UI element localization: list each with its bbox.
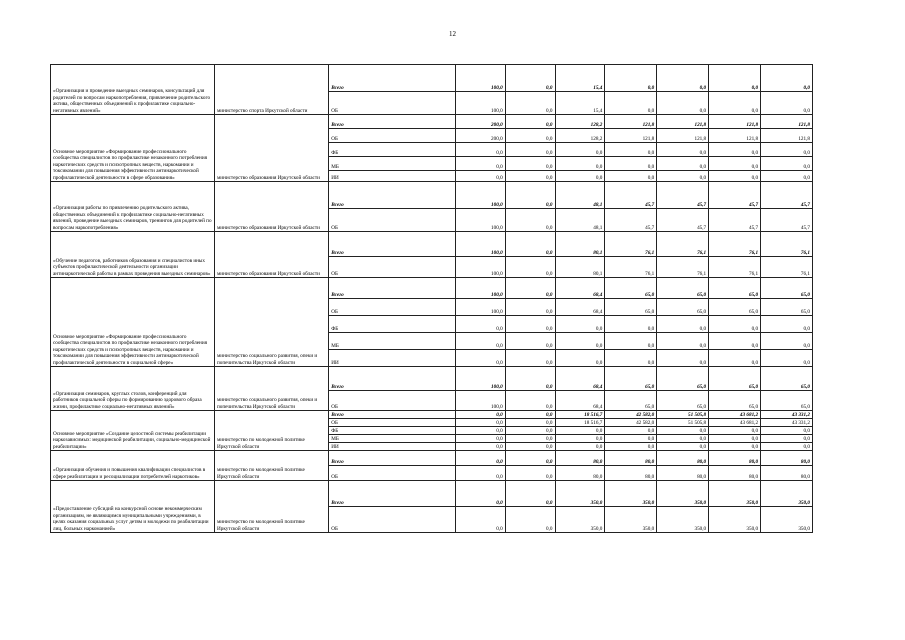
amount-cell: 65,0 — [605, 367, 657, 391]
amount-cell: 0,0 — [657, 65, 709, 92]
activity-name: «Предоставление субсидий на конкурсной основе некоммерческим организациям, не являющимся муниципальными учреждениями, в целях оказания социальных услуг детям и молодежи по реабилитации лиц, больных наркоманией» — [51, 481, 215, 533]
amount-cell: 51 505,8 — [657, 411, 709, 419]
amount-cell: 65,0 — [605, 278, 657, 299]
amount-cell: 0,0 — [709, 143, 761, 157]
executor: министерство образования Иркутской области — [215, 232, 329, 278]
funding-source: Всего — [329, 451, 456, 466]
amount-cell: 0,0 — [761, 350, 813, 367]
amount-cell: 0,0 — [657, 171, 709, 182]
funding-source: Всего — [329, 481, 456, 507]
amount-cell: 121,8 — [605, 129, 657, 143]
funding-source: Всего — [329, 367, 456, 391]
amount-cell: 76,1 — [605, 257, 657, 278]
amount-cell: 200,0 — [455, 129, 505, 143]
amount-cell: 100,0 — [455, 232, 505, 257]
amount-cell: 0,0 — [657, 333, 709, 350]
amount-cell: 0,0 — [709, 316, 761, 333]
amount-cell: 0,0 — [505, 435, 555, 443]
amount-cell: 100,0 — [455, 182, 505, 209]
amount-cell: 0,0 — [505, 171, 555, 182]
funding-source: ФБ — [329, 316, 456, 333]
amount-cell: 0,0 — [505, 350, 555, 367]
amount-cell: 0,0 — [555, 427, 605, 435]
amount-cell: 100,0 — [455, 92, 505, 115]
executor: министерство социального развития, опеки и попечительства Иркутской области — [215, 278, 329, 367]
amount-cell: 0,0 — [505, 333, 555, 350]
amount-cell: 0,0 — [555, 333, 605, 350]
amount-cell: 350,0 — [709, 481, 761, 507]
amount-cell: 80,0 — [657, 466, 709, 481]
activity-name: «Организация работы по привлечению родительского актива, общественных объединений к профилактике социально-негативных явлений, проведение выездных семинаров, тренингов для родителей по вопросам наркопотребления» — [51, 182, 215, 232]
amount-cell: 0,0 — [657, 435, 709, 443]
amount-cell: 0,0 — [605, 65, 657, 92]
funding-source: Всего — [329, 65, 456, 92]
funding-source: ОБ — [329, 466, 456, 481]
amount-cell: 0,0 — [455, 411, 505, 419]
funding-source: ОБ — [329, 299, 456, 316]
amount-cell: 0,0 — [505, 182, 555, 209]
amount-cell: 68,4 — [555, 278, 605, 299]
amount-cell: 68,4 — [555, 391, 605, 411]
amount-cell: 15,4 — [555, 65, 605, 92]
amount-cell: 0,0 — [505, 65, 555, 92]
amount-cell: 43 331,2 — [761, 411, 813, 419]
amount-cell: 80,0 — [605, 466, 657, 481]
amount-cell: 350,0 — [555, 507, 605, 533]
amount-cell: 0,0 — [605, 143, 657, 157]
amount-cell: 0,0 — [505, 257, 555, 278]
amount-cell: 18 516,7 — [555, 411, 605, 419]
amount-cell: 0,0 — [555, 435, 605, 443]
executor: министерство спорта Иркутской области — [215, 65, 329, 115]
amount-cell: 65,0 — [657, 278, 709, 299]
amount-cell: 121,8 — [709, 129, 761, 143]
amount-cell: 0,0 — [505, 143, 555, 157]
amount-cell: 80,0 — [761, 466, 813, 481]
activity-name: Основное мероприятие «Формирование профессионального сообщества специалистов по профилактике незаконного потребления наркотических средств и психотропных веществ, наркомании и токсикомании для повышения эффективности антинаркотической профилактической деятельности в сфере образования» — [51, 115, 215, 182]
amount-cell: 0,0 — [657, 443, 709, 451]
amount-cell: 128,2 — [555, 115, 605, 129]
amount-cell: 350,0 — [605, 481, 657, 507]
amount-cell: 0,0 — [455, 451, 505, 466]
amount-cell: 0,0 — [505, 299, 555, 316]
executor: министерство образования Иркутской области — [215, 182, 329, 232]
amount-cell: 65,0 — [709, 278, 761, 299]
amount-cell: 15,4 — [555, 92, 605, 115]
amount-cell: 65,0 — [605, 299, 657, 316]
amount-cell: 0,0 — [761, 143, 813, 157]
amount-cell: 65,0 — [657, 367, 709, 391]
amount-cell: 0,0 — [555, 350, 605, 367]
amount-cell: 100,0 — [455, 391, 505, 411]
amount-cell: 0,0 — [709, 92, 761, 115]
amount-cell: 0,0 — [455, 316, 505, 333]
amount-cell: 76,1 — [761, 232, 813, 257]
amount-cell: 0,0 — [505, 157, 555, 171]
amount-cell: 0,0 — [709, 443, 761, 451]
amount-cell: 100,0 — [455, 278, 505, 299]
amount-cell: 65,0 — [709, 299, 761, 316]
amount-cell: 42 582,0 — [605, 411, 657, 419]
amount-cell: 0,0 — [761, 333, 813, 350]
amount-cell: 0,0 — [761, 65, 813, 92]
amount-cell: 45,7 — [709, 182, 761, 209]
amount-cell: 0,0 — [455, 427, 505, 435]
amount-cell: 0,0 — [505, 316, 555, 333]
amount-cell: 0,0 — [709, 435, 761, 443]
amount-cell: 100,0 — [455, 65, 505, 92]
amount-cell: 0,0 — [505, 443, 555, 451]
amount-cell: 45,7 — [605, 209, 657, 232]
funding-source: Всего — [329, 411, 456, 419]
table-row — [51, 451, 813, 466]
amount-cell: 350,0 — [555, 481, 605, 507]
amount-cell: 100,0 — [455, 209, 505, 232]
amount-cell: 0,0 — [505, 507, 555, 533]
amount-cell: 80,0 — [555, 451, 605, 466]
amount-cell: 65,0 — [709, 367, 761, 391]
amount-cell: 100,0 — [455, 299, 505, 316]
amount-cell: 0,0 — [455, 443, 505, 451]
amount-cell: 65,0 — [709, 391, 761, 411]
amount-cell: 45,7 — [761, 182, 813, 209]
amount-cell: 51 505,8 — [657, 419, 709, 427]
funding-source: ОБ — [329, 391, 456, 411]
amount-cell: 68,4 — [555, 299, 605, 316]
amount-cell: 0,0 — [709, 171, 761, 182]
amount-cell: 65,0 — [761, 367, 813, 391]
page-number: 12 — [449, 30, 456, 38]
funding-source: МБ — [329, 157, 456, 171]
amount-cell: 0,0 — [605, 435, 657, 443]
amount-cell: 76,1 — [605, 232, 657, 257]
amount-cell: 0,0 — [709, 65, 761, 92]
amount-cell: 0,0 — [505, 232, 555, 257]
amount-cell: 0,0 — [505, 411, 555, 419]
funding-source: МБ — [329, 435, 456, 443]
amount-cell: 65,0 — [761, 391, 813, 411]
amount-cell: 0,0 — [657, 316, 709, 333]
amount-cell: 0,0 — [505, 129, 555, 143]
amount-cell: 121,8 — [657, 115, 709, 129]
amount-cell: 0,0 — [455, 507, 505, 533]
amount-cell: 76,1 — [709, 232, 761, 257]
amount-cell: 0,0 — [505, 451, 555, 466]
funding-source: Всего — [329, 278, 456, 299]
amount-cell: 0,0 — [657, 350, 709, 367]
amount-cell: 0,0 — [605, 350, 657, 367]
amount-cell: 350,0 — [761, 481, 813, 507]
amount-cell: 68,4 — [555, 367, 605, 391]
amount-cell: 0,0 — [505, 209, 555, 232]
amount-cell: 0,0 — [455, 419, 505, 427]
amount-cell: 0,0 — [555, 157, 605, 171]
activity-name: Основное мероприятие «Формирование профессионального сообщества специалистов по профилактике незаконного потребления наркотических средств и психотропных веществ, наркомании и токсикомании для повышения эффективности антинаркотической профилактической деятельности в социальной сфере» — [51, 278, 215, 367]
amount-cell: 18 516,7 — [555, 419, 605, 427]
amount-cell: 80,0 — [761, 451, 813, 466]
amount-cell: 80,1 — [555, 257, 605, 278]
amount-cell: 43 681,2 — [709, 411, 761, 419]
amount-cell: 0,0 — [455, 481, 505, 507]
amount-cell: 45,7 — [657, 209, 709, 232]
amount-cell: 121,8 — [709, 115, 761, 129]
amount-cell: 65,0 — [761, 299, 813, 316]
amount-cell: 45,7 — [709, 209, 761, 232]
amount-cell: 350,0 — [657, 507, 709, 533]
amount-cell: 0,0 — [505, 481, 555, 507]
amount-cell: 0,0 — [605, 92, 657, 115]
amount-cell: 0,0 — [657, 92, 709, 115]
amount-cell: 0,0 — [709, 350, 761, 367]
amount-cell: 0,0 — [555, 143, 605, 157]
amount-cell: 350,0 — [709, 507, 761, 533]
amount-cell: 0,0 — [455, 171, 505, 182]
amount-cell: 350,0 — [605, 507, 657, 533]
amount-cell: 76,1 — [657, 257, 709, 278]
amount-cell: 76,1 — [657, 232, 709, 257]
amount-cell: 0,0 — [505, 419, 555, 427]
amount-cell: 45,7 — [605, 182, 657, 209]
amount-cell: 0,0 — [555, 443, 605, 451]
funding-source: Всего — [329, 182, 456, 209]
table-row — [51, 411, 813, 419]
executor: министерство по молодежной политике Иркутской области — [215, 481, 329, 533]
amount-cell: 0,0 — [505, 278, 555, 299]
amount-cell: 100,0 — [455, 367, 505, 391]
amount-cell: 0,0 — [455, 143, 505, 157]
amount-cell: 80,0 — [709, 466, 761, 481]
amount-cell: 121,8 — [761, 129, 813, 143]
amount-cell: 65,0 — [605, 391, 657, 411]
amount-cell: 65,0 — [657, 391, 709, 411]
amount-cell: 0,0 — [455, 157, 505, 171]
funding-source: ОБ — [329, 129, 456, 143]
amount-cell: 121,8 — [657, 129, 709, 143]
amount-cell: 350,0 — [657, 481, 709, 507]
amount-cell: 200,0 — [455, 115, 505, 129]
amount-cell: 0,0 — [657, 143, 709, 157]
funding-source: ОБ — [329, 257, 456, 278]
activity-name: «Организация обучения и повышения квалификации специалистов в сфере реабилитации и ресоциализации потребителей наркотиков» — [51, 451, 215, 481]
amount-cell: 43 331,2 — [761, 419, 813, 427]
amount-cell: 0,0 — [455, 435, 505, 443]
amount-cell: 80,0 — [605, 451, 657, 466]
amount-cell: 100,0 — [455, 257, 505, 278]
amount-cell: 0,0 — [709, 157, 761, 171]
amount-cell: 128,2 — [555, 129, 605, 143]
amount-cell: 0,0 — [657, 427, 709, 435]
amount-cell: 0,0 — [505, 427, 555, 435]
amount-cell: 0,0 — [505, 115, 555, 129]
funding-source: ИИ — [329, 350, 456, 367]
budget-table — [50, 64, 813, 533]
amount-cell: 0,0 — [761, 157, 813, 171]
table-row — [51, 182, 813, 209]
amount-cell: 0,0 — [455, 333, 505, 350]
amount-cell: 42 582,0 — [605, 419, 657, 427]
amount-cell: 0,0 — [505, 466, 555, 481]
funding-source: ИИ — [329, 171, 456, 182]
amount-cell: 0,0 — [505, 367, 555, 391]
amount-cell: 350,0 — [761, 507, 813, 533]
amount-cell: 121,8 — [761, 115, 813, 129]
table-row — [51, 367, 813, 391]
amount-cell: 0,0 — [505, 92, 555, 115]
amount-cell: 76,1 — [709, 257, 761, 278]
amount-cell: 48,1 — [555, 182, 605, 209]
executor: министерство по молодежной политике Иркутской области — [215, 451, 329, 481]
table-row — [51, 481, 813, 507]
executor: министерство образования Иркутской области — [215, 115, 329, 182]
amount-cell: 0,0 — [555, 171, 605, 182]
activity-name: «Обучение педагогов, работников образования и специалистов иных субъектов профилактической деятельности организации антинаркотической работы в рамках проведения выездных семинаров» — [51, 232, 215, 278]
table-row — [51, 232, 813, 257]
amount-cell: 0,0 — [761, 427, 813, 435]
amount-cell: 0,0 — [761, 316, 813, 333]
amount-cell: 0,0 — [605, 157, 657, 171]
amount-cell: 121,8 — [605, 115, 657, 129]
funding-source: Всего — [329, 232, 456, 257]
amount-cell: 0,0 — [505, 391, 555, 411]
executor: министерство по молодежной политике Иркутской области — [215, 411, 329, 451]
amount-cell: 0,0 — [605, 333, 657, 350]
amount-cell: 0,0 — [605, 427, 657, 435]
funding-source: ФБ — [329, 427, 456, 435]
amount-cell: 0,0 — [761, 92, 813, 115]
amount-cell: 45,7 — [761, 209, 813, 232]
amount-cell: 48,1 — [555, 209, 605, 232]
amount-cell: 0,0 — [455, 466, 505, 481]
amount-cell: 0,0 — [555, 316, 605, 333]
funding-source: ОБ — [329, 507, 456, 533]
amount-cell: 65,0 — [657, 299, 709, 316]
table-row — [51, 115, 813, 129]
amount-cell: 43 681,2 — [709, 419, 761, 427]
amount-cell: 0,0 — [605, 443, 657, 451]
activity-name: Основное мероприятие «Создание целостной системы реабилитации наркозависимых: медицинской реабилитации, социально-медицинской реабилитации» — [51, 411, 215, 451]
amount-cell: 0,0 — [605, 316, 657, 333]
amount-cell: 76,1 — [761, 257, 813, 278]
activity-name: «Организация и проведение выездных семинаров, консультаций для родителей по вопросам наркопотребления, привлечение родительского актива, общественных объединений к профилактике социально-негативных явлений» — [51, 65, 215, 115]
amount-cell: 0,0 — [709, 333, 761, 350]
table-row — [51, 278, 813, 299]
amount-cell: 0,0 — [657, 157, 709, 171]
table-row — [51, 65, 813, 92]
amount-cell: 80,1 — [555, 232, 605, 257]
amount-cell: 0,0 — [761, 435, 813, 443]
amount-cell: 0,0 — [709, 427, 761, 435]
amount-cell: 80,0 — [555, 466, 605, 481]
activity-name: «Организация семинаров, круглых столов, конференций для работников социальной сферы по формированию здорового образа жизни, профилактике социально-негативных явлений» — [51, 367, 215, 411]
amount-cell: 65,0 — [761, 278, 813, 299]
funding-source: ОБ — [329, 209, 456, 232]
amount-cell: 80,0 — [657, 451, 709, 466]
funding-source: Всего — [329, 115, 456, 129]
funding-source: МБ — [329, 333, 456, 350]
executor: министерство социального развития, опеки и попечительства Иркутской области — [215, 367, 329, 411]
funding-source: ФБ — [329, 143, 456, 157]
amount-cell: 0,0 — [605, 171, 657, 182]
amount-cell: 80,0 — [709, 451, 761, 466]
funding-source: ОБ — [329, 92, 456, 115]
amount-cell: 0,0 — [761, 171, 813, 182]
funding-source: ОБ — [329, 419, 456, 427]
funding-source: ИИ — [329, 443, 456, 451]
amount-cell: 0,0 — [761, 443, 813, 451]
amount-cell: 0,0 — [455, 350, 505, 367]
amount-cell: 45,7 — [657, 182, 709, 209]
